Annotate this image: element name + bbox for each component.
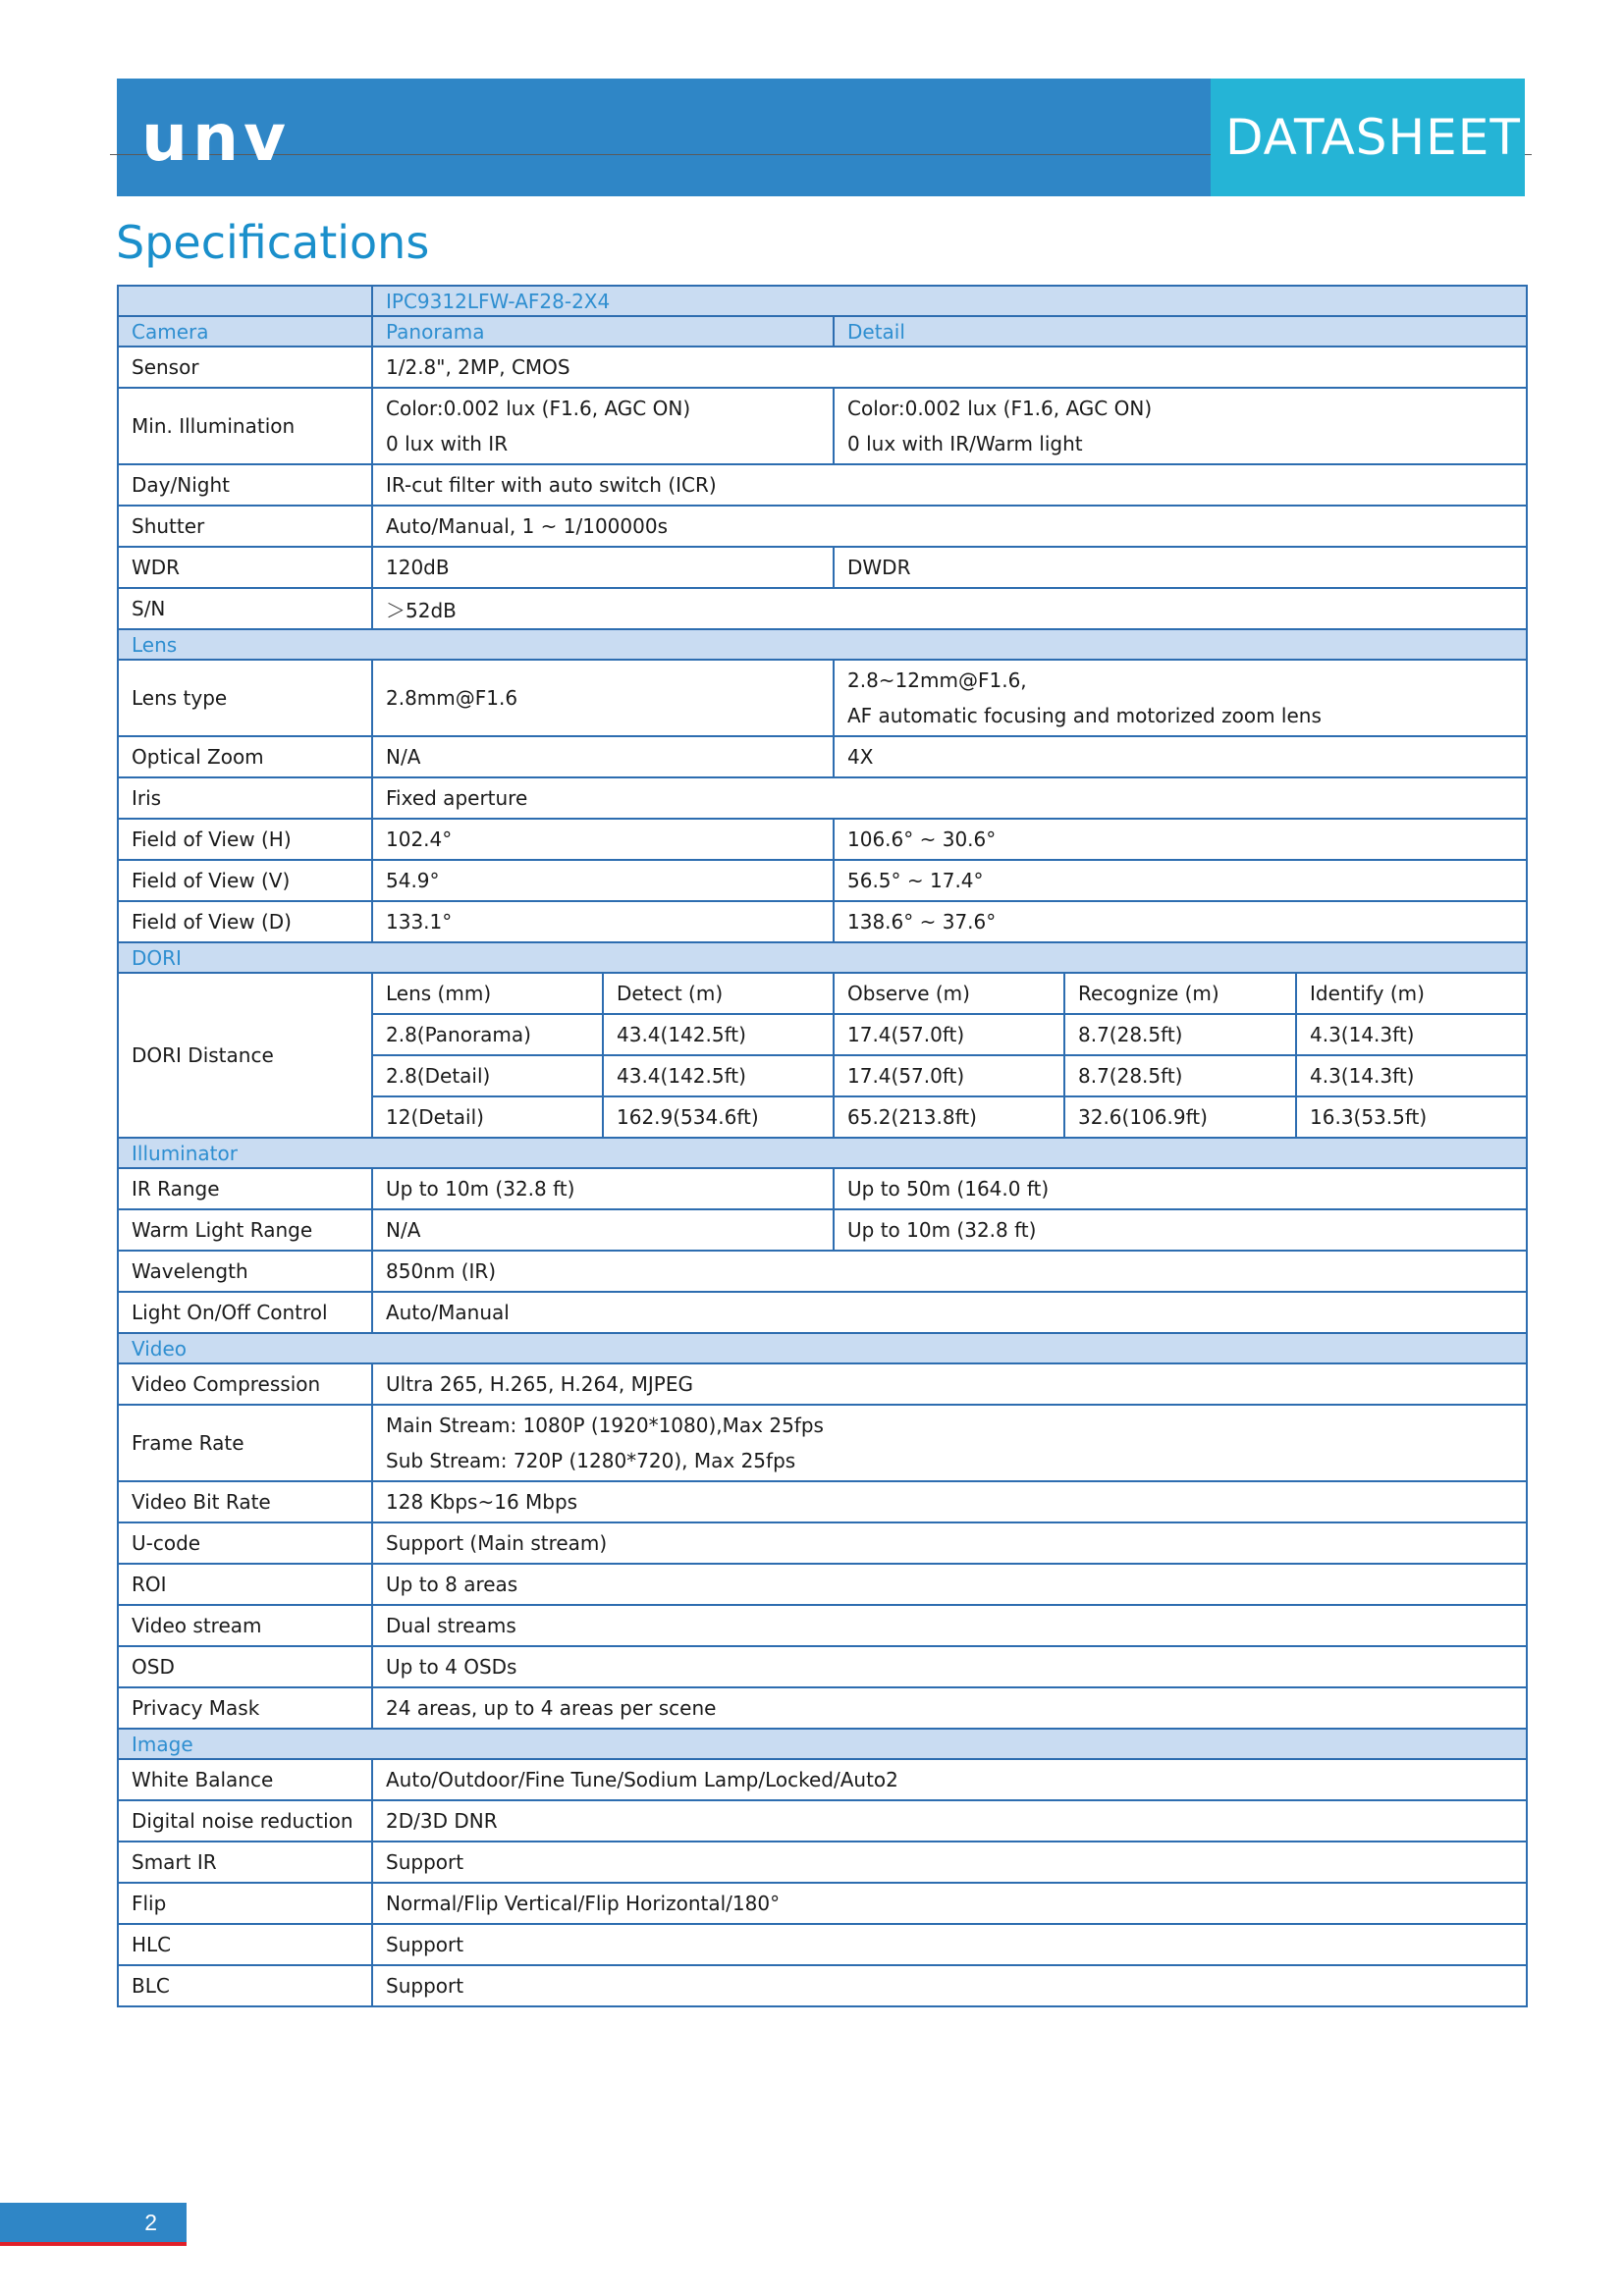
dori-cell: 2.8(Detail) [372,1055,603,1096]
spec-label: Flip [118,1883,372,1924]
spec-value: Support (Main stream) [372,1522,1527,1564]
spec-row [118,1168,1527,1209]
spec-row [118,588,1527,629]
spec-value: Up to 4 OSDs [372,1646,1527,1687]
spec-value-detail: DWDR [834,547,1527,588]
spec-value: Normal/Flip Vertical/Flip Horizontal/180° [372,1883,1527,1924]
dori-cell: 162.9(534.6ft) [603,1096,834,1138]
value-line: Color:0.002 lux (F1.6, AGC ON) [847,397,1153,420]
spec-row [118,1965,1527,2006]
spec-label: ROI [118,1564,372,1605]
spec-value: Fixed aperture [372,777,1527,819]
spec-row [118,1646,1527,1687]
spec-value: Ultra 265, H.265, H.264, MJPEG [372,1363,1527,1405]
spec-row [118,1209,1527,1251]
section-row [118,942,1527,973]
spec-value: IR-cut filter with auto switch (ICR) [372,464,1527,506]
dori-cell: 12(Detail) [372,1096,603,1138]
spec-value-detail: 106.6° ~ 30.6° [834,819,1527,860]
col-detail: Detail [834,316,1527,347]
spec-row [118,660,1527,736]
page-number-underline [0,2242,187,2246]
spec-value-panorama [372,388,834,464]
section-video: Video [118,1333,1527,1363]
value-line: 2.8~12mm@F1.6, [847,668,1027,692]
spec-value-panorama: N/A [372,736,834,777]
spec-label: Day/Night [118,464,372,506]
spec-value: Support [372,1965,1527,2006]
spec-label: Optical Zoom [118,736,372,777]
datasheet-badge: DATASHEET [1211,79,1525,196]
dori-cell: 2.8(Panorama) [372,1014,603,1055]
spec-value: Auto/Outdoor/Fine Tune/Sodium Lamp/Locked/Auto2 [372,1759,1527,1800]
spec-label: S/N [118,588,372,629]
blank-cell [118,286,372,316]
spec-label: BLC [118,1965,372,2006]
page-number: 2 [0,2203,187,2242]
section-lens: Lens [118,629,1527,660]
section-image: Image [118,1729,1527,1759]
spec-row [118,901,1527,942]
spec-label: Video Bit Rate [118,1481,372,1522]
section-row [118,629,1527,660]
spec-label: Smart IR [118,1842,372,1883]
spec-row [118,1687,1527,1729]
spec-row [118,1564,1527,1605]
spec-value-panorama: Up to 10m (32.8 ft) [372,1168,834,1209]
spec-label: Field of View (H) [118,819,372,860]
spec-value-detail: Up to 10m (32.8 ft) [834,1209,1527,1251]
spec-label: Field of View (D) [118,901,372,942]
spec-row [118,860,1527,901]
spec-value: 128 Kbps~16 Mbps [372,1481,1527,1522]
spec-value-detail: 138.6° ~ 37.6° [834,901,1527,942]
spec-row [118,347,1527,388]
model-row [118,286,1527,316]
dori-cell: 4.3(14.3ft) [1296,1055,1527,1096]
spec-value: ＞52dB [372,588,1527,629]
value-line: Sub Stream: 720P (1280*720), Max 25fps [386,1449,796,1472]
spec-label: DORI Distance [118,973,372,1138]
spec-label: OSD [118,1646,372,1687]
spec-row [118,506,1527,547]
spec-value: Up to 8 areas [372,1564,1527,1605]
spec-row [118,464,1527,506]
spec-label: Light On/Off Control [118,1292,372,1333]
spec-value-panorama: 133.1° [372,901,834,942]
dori-cell: 4.3(14.3ft) [1296,1014,1527,1055]
spec-row [118,1924,1527,1965]
spec-label: Min. Illumination [118,388,372,464]
spec-label: Frame Rate [118,1405,372,1481]
spec-value-detail: 56.5° ~ 17.4° [834,860,1527,901]
section-row [118,1729,1527,1759]
spec-label: Privacy Mask [118,1687,372,1729]
spec-value-detail [834,660,1527,736]
col-panorama: Panorama [372,316,834,347]
spec-row [118,1251,1527,1292]
spec-value-panorama: 120dB [372,547,834,588]
dori-col-header: Observe (m) [834,973,1064,1014]
section-row [118,1138,1527,1168]
spec-label: Field of View (V) [118,860,372,901]
page-title: Specifications [116,216,430,269]
spec-value [372,1405,1527,1481]
spec-row [118,1759,1527,1800]
spec-value-detail [834,388,1527,464]
spec-row [118,1481,1527,1522]
spec-row [118,1883,1527,1924]
spec-value: 24 areas, up to 4 areas per scene [372,1687,1527,1729]
section-camera: Camera [118,316,372,347]
dori-cell: 65.2(213.8ft) [834,1096,1064,1138]
dori-cell: 43.4(142.5ft) [603,1055,834,1096]
spec-label: HLC [118,1924,372,1965]
value-line: 0 lux with IR/Warm light [847,432,1083,455]
spec-row [118,388,1527,464]
dori-header-row [118,973,1527,1014]
spec-row [118,1522,1527,1564]
model-name: IPC9312LFW-AF28-2X4 [372,286,1527,316]
spec-row [118,1363,1527,1405]
dori-col-header: Recognize (m) [1064,973,1296,1014]
value-line: AF automatic focusing and motorized zoom lens [847,704,1322,727]
spec-label: U-code [118,1522,372,1564]
spec-value-detail: 4X [834,736,1527,777]
spec-value-detail: Up to 50m (164.0 ft) [834,1168,1527,1209]
spec-value: Auto/Manual, 1 ~ 1/100000s [372,506,1527,547]
spec-row [118,1405,1527,1481]
dori-cell: 8.7(28.5ft) [1064,1055,1296,1096]
spec-label: Lens type [118,660,372,736]
dori-cell: 43.4(142.5ft) [603,1014,834,1055]
spec-label: Iris [118,777,372,819]
spec-value: 1/2.8", 2MP, CMOS [372,347,1527,388]
value-line: Color:0.002 lux (F1.6, AGC ON) [386,397,691,420]
spec-value: Auto/Manual [372,1292,1527,1333]
dori-cell: 32.6(106.9ft) [1064,1096,1296,1138]
spec-value-panorama: 54.9° [372,860,834,901]
spec-row [118,736,1527,777]
spec-value: Support [372,1924,1527,1965]
spec-label: IR Range [118,1168,372,1209]
spec-value: 2D/3D DNR [372,1800,1527,1842]
dori-cell: 17.4(57.0ft) [834,1014,1064,1055]
dori-cell: 16.3(53.5ft) [1296,1096,1527,1138]
section-row [118,1333,1527,1363]
value-line: 0 lux with IR [386,432,509,455]
dori-col-header: Detect (m) [603,973,834,1014]
spec-value: Support [372,1842,1527,1883]
spec-row [118,819,1527,860]
camera-section-row [118,316,1527,347]
spec-row [118,1842,1527,1883]
spec-label: Warm Light Range [118,1209,372,1251]
dori-col-header: Lens (mm) [372,973,603,1014]
spec-label: Video stream [118,1605,372,1646]
spec-row [118,547,1527,588]
spec-row [118,1800,1527,1842]
spec-value-panorama: N/A [372,1209,834,1251]
spec-value: Dual streams [372,1605,1527,1646]
spec-label: Shutter [118,506,372,547]
spec-row [118,1605,1527,1646]
value-line: Main Stream: 1080P (1920*1080),Max 25fps [386,1414,824,1437]
spec-label: Video Compression [118,1363,372,1405]
spec-row [118,777,1527,819]
spec-label: Digital noise reduction [118,1800,372,1842]
dori-cell: 8.7(28.5ft) [1064,1014,1296,1055]
section-dori: DORI [118,942,1527,973]
spec-row [118,1292,1527,1333]
spec-value-panorama: 102.4° [372,819,834,860]
brand-logo: unv [141,100,291,176]
dori-cell: 17.4(57.0ft) [834,1055,1064,1096]
section-illuminator: Illuminator [118,1138,1527,1168]
spec-label: Sensor [118,347,372,388]
dori-col-header: Identify (m) [1296,973,1527,1014]
spec-table [117,285,1528,2007]
spec-label: WDR [118,547,372,588]
spec-value-panorama: 2.8mm@F1.6 [372,660,834,736]
spec-label: White Balance [118,1759,372,1800]
spec-value: 850nm (IR) [372,1251,1527,1292]
spec-label: Wavelength [118,1251,372,1292]
